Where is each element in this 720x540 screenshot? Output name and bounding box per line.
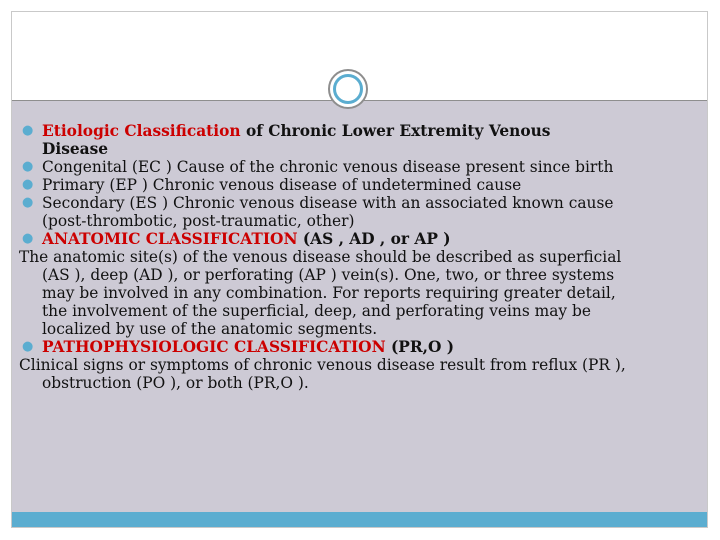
bullet-anatomic [19,230,681,248]
bullet-icon: ● [22,195,34,210]
divider-ring-inner [333,74,363,104]
congenital-text: Congenital (EC ) Cause of the chronic venous disease present since birth [42,158,614,176]
etiologic-heading-rest: of Chronic Lower Extremity Venous [240,122,551,140]
bullet-icon: ● [22,177,34,192]
anatomic-paragraph [19,248,681,338]
anatomic-paragraph-line: may be involved in any combination. For reports requiring greater detail, [42,284,616,302]
etiologic-heading-cont: Disease [42,140,109,158]
anatomic-heading: ANATOMIC CLASSIFICATION [42,230,298,248]
footer-bar [12,512,707,527]
anatomic-heading-rest: (AS , AD , or AP ) [297,230,451,248]
anatomic-paragraph-first: The anatomic site(s) of the venous disease should be described as superficial [19,248,622,266]
bullet-secondary [19,194,681,230]
pathophysiologic-paragraph-line: obstruction (PO ), or both (PR,O ). [42,374,309,392]
divider-ring-icon [328,69,368,109]
bullet-pathophysiologic [19,338,681,356]
bullet-icon: ● [22,123,34,138]
pathophysiologic-heading: PATHOPHYSIOLOGIC CLASSIFICATION [42,338,386,356]
primary-text: Primary (EP ) Chronic venous disease of undetermined cause [42,176,522,194]
pathophysiologic-paragraph [19,356,681,392]
bullet-icon: ● [22,339,34,354]
bullet-congenital [19,158,681,176]
slide-body [19,122,681,392]
anatomic-paragraph-line: (AS ), deep (AD ), or perforating (AP ) vein(s). One, two, or three systems [42,266,615,284]
bullet-primary [19,176,681,194]
bullet-icon: ● [22,159,34,174]
anatomic-paragraph-line: the involvement of the superficial, deep, and perforating veins may be [42,302,591,320]
pathophysiologic-heading-rest: (PR,O ) [385,338,455,356]
pathophysiologic-paragraph-first: Clinical signs or symptoms of chronic venous disease result from reflux (PR ), [19,356,626,374]
secondary-text: Secondary (ES ) Chronic venous disease with an associated known cause [42,194,614,212]
secondary-text-cont: (post-thrombotic, post-traumatic, other) [42,212,355,230]
bullet-etiologic [19,122,681,158]
bullet-icon: ● [22,231,34,246]
anatomic-paragraph-line: localized by use of the anatomic segments. [42,320,378,338]
etiologic-heading: Etiologic Classification [42,122,241,140]
